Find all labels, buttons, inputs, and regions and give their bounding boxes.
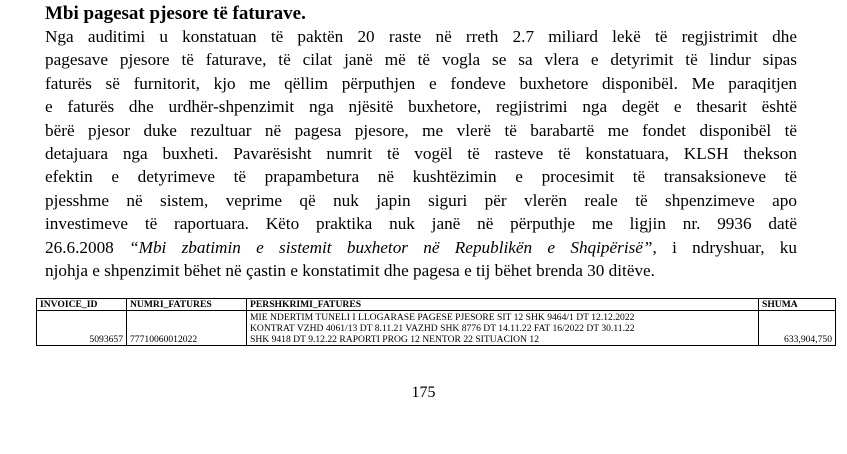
paragraph-line: njohja e shpenzimit bëhet në çastin e konstatimit dhe pagesa e tij bëhet brenda 30 ditëve.	[45, 260, 655, 280]
invoice-table	[36, 298, 836, 346]
table-row	[37, 311, 836, 346]
description-line: KONTRAT VZHD 4061/13 DT 8.11.21 VAZHD SHK 8776 DT 14.11.22 FAT 16/2022 DT 30.11.22	[250, 323, 635, 334]
table-header-row	[37, 299, 836, 311]
paragraph-line: detajuara nga buxheti. Pavarësisht numrit të vogël të rasteve të konstatuara, KLSH thekson	[45, 143, 797, 163]
paragraph-line: investimeve të raportuara. Këto praktika nuk janë në përputhje me ligjin nr. 9936 datë	[45, 214, 797, 234]
paragraph-line: pjesshme në sistem, veprime që nuk japin siguri për vlerën reale të shpenzimeve apo	[45, 190, 797, 210]
paragraph-line: faturës së furnitorit, kjo me qëllim përputhjen e fondeve buxhetore disponibël. Me paraqitjen	[45, 73, 797, 93]
paragraph-line-law-reference	[45, 236, 797, 259]
cell-numri-fatures: 77710060012022	[127, 311, 247, 346]
law-date-text: 26.6.2008	[45, 237, 130, 257]
law-suffix-text: , i ndryshuar, ku	[652, 237, 797, 257]
law-title-italic: “Mbi zbatimin e sistemit buxhetor në Republikën e Shqipërisë”	[129, 237, 653, 257]
header-shuma: SHUMA	[759, 299, 836, 311]
paragraph-line: e faturës dhe urdhër-shpenzimit nga njësitë buxhetore, regjistrimi nga degët e thesarit është	[45, 97, 797, 117]
cell-shuma: 633,904,750	[759, 311, 836, 346]
cell-pershkrimi	[247, 311, 759, 346]
description-line: MIE NDERTIM TUNELI I LLOGARASE PAGESE PJESORE SIT 12 SHK 9464/1 DT 12.12.2022	[250, 312, 635, 323]
paragraph-line: Nga auditimi u konstatuan të paktën 20 raste në rreth 2.7 miliard lekë të regjistrimit dhe	[45, 27, 797, 46]
paragraph-line: pagesave pjesore të faturave, të cilat janë më të vogla se sa vlera e detyrimit të lindur sipas	[45, 50, 797, 70]
section-heading: Mbi pagesat pjesore të faturave.	[45, 3, 306, 24]
header-invoice-id: INVOICE_ID	[37, 299, 127, 311]
paragraph-line: efektin e detyrimeve të prapambetura në kushtëzimin e procesimit të transaksioneve të	[45, 167, 797, 187]
description-line: SHK 9418 DT 9.12.22 RAPORTI PROG 12 NENTOR 22 SITUACION 12	[250, 334, 540, 345]
cell-invoice-id: 5093657	[37, 311, 127, 346]
body-paragraph	[45, 25, 797, 282]
paragraph-line: bërë pjesor duke rezultuar në pagesa pjesore, me vlerë të barabartë me fondet disponibël të	[45, 120, 797, 140]
page-number: 175	[411, 384, 436, 401]
header-pershkrimi: PERSHKRIMI_FATURES	[247, 299, 759, 311]
header-numri-fatures: NUMRI_FATURES	[127, 299, 247, 311]
